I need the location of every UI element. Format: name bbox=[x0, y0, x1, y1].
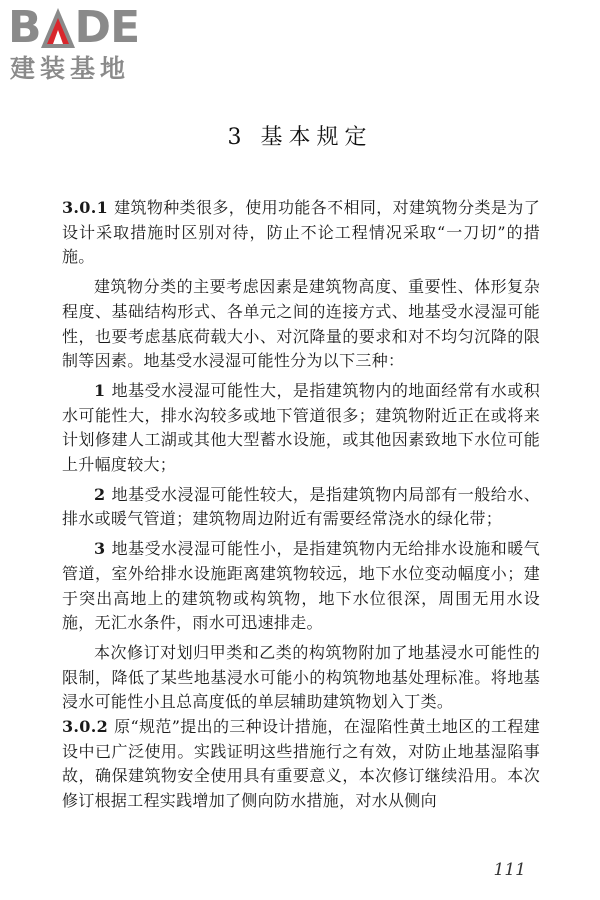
clause-number: 3.0.1 bbox=[62, 198, 109, 217]
page-number: 111 bbox=[493, 860, 526, 880]
clause-text: 建筑物种类很多，使用功能各不相同，对建筑物分类是为了设计采取措施时区别对待，防止不论工程情况采取“一刀切”的措施。 bbox=[62, 198, 540, 267]
item-text: 地基受水浸湿可能性大，是指建筑物内的地面经常有水或积水可能性大，排水沟较多或地下管道很多；建筑物附近正在或将来计划修建人工湖或其他大型蓄水设施，或其他因素致地下水位可能上升幅度较大； bbox=[62, 380, 540, 475]
clause-3-0-1 bbox=[62, 196, 540, 270]
item-text: 地基受水浸湿可能性小，是指建筑物内无给排水设施和暖气管道，室外给排水设施距离建筑物较远，地下水位变动幅度小；建于突出高地上的建筑物或构筑物，地下水位很深，周围无用水设施，无汇水条件，雨水可迅速排走。 bbox=[62, 539, 540, 633]
document-body bbox=[62, 196, 540, 814]
clause-3-0-2 bbox=[62, 715, 540, 814]
logo-subtitle: 建装基地 bbox=[10, 54, 131, 83]
list-item-2 bbox=[62, 483, 540, 532]
paragraph-revision-note: 本次修订对划归甲类和乙类的构筑物附加了地基浸水可能性的限制，降低了某些地基浸水可能小的构筑物地基处理标准。将地基浸水可能性小且总高度低的单层辅助建筑物划入丁类。 bbox=[62, 642, 540, 712]
logo-letters-de: DE bbox=[74, 2, 140, 53]
chapter-title: 3 基本规定 bbox=[227, 125, 373, 150]
list-item-1 bbox=[62, 379, 540, 478]
list-item-3 bbox=[62, 537, 540, 636]
logo-wordmark bbox=[8, 2, 178, 53]
item-number: 1 bbox=[94, 380, 106, 400]
logo-triangle-icon bbox=[41, 8, 75, 48]
clause-number: 3.0.2 bbox=[62, 717, 109, 737]
clause-text: 原“规范”提出的三种设计措施，在湿陷性黄土地区的工程建设中已广泛使用。实践证明这些措施行之有效，对防止地基湿陷事故，确保建筑物安全使用具有重要意义，本次修订继续沿用。本次修订根据工程实践增加了侧向防水措施，对水从侧向 bbox=[62, 717, 540, 811]
logo-letter-b: B bbox=[8, 2, 41, 53]
paragraph-classification-factors: 建筑物分类的主要考虑因素是建筑物高度、重要性、体形复杂程度、基础结构形式、各单元之间的连接方式、地基受水浸湿可能性，也要考虑基底荷载大小、对沉降量的要求和对不均匀沉降的限制等因素。地基受水浸湿可能性分为以下三种： bbox=[62, 277, 540, 371]
bade-logo bbox=[8, 2, 178, 84]
item-text: 地基受水浸湿可能性较大，是指建筑物内局部有一般给水、排水或暖气管道；建筑物周边附近有需要经常浇水的绿化带； bbox=[62, 484, 540, 529]
item-number: 3 bbox=[94, 539, 106, 559]
item-number: 2 bbox=[94, 484, 106, 504]
